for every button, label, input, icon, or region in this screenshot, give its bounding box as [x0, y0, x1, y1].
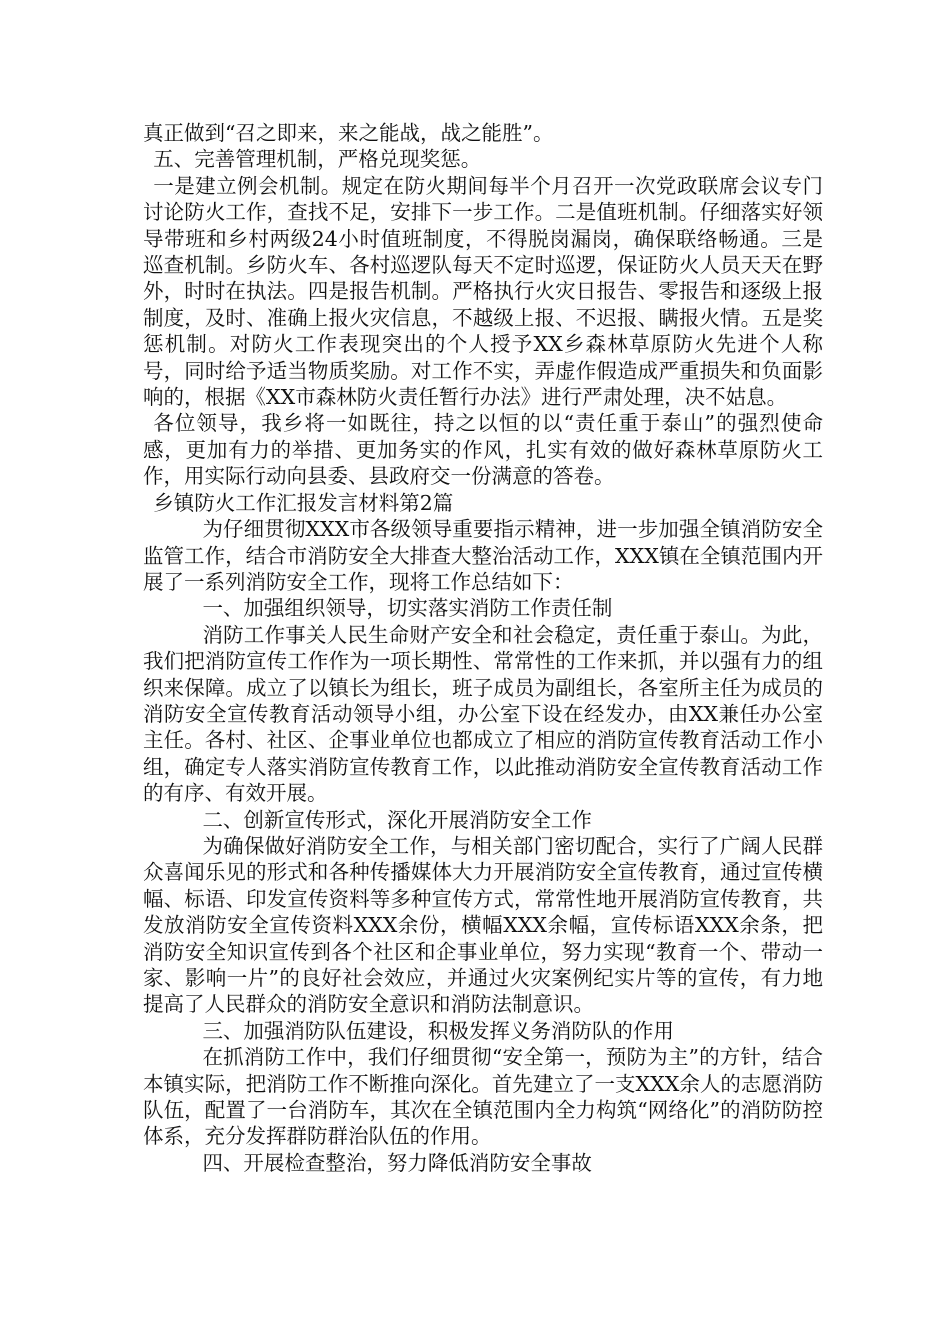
section-heading: 四、开展检查整治，努力降低消防安全事故 — [202, 1150, 592, 1175]
body-paragraph: 为仔细贯彻XXX市各级领导重要指示精神，进一步加强全镇消防安全监管工作，结合市消防安全大排查大整治活动工作，XXX镇在全镇范围内开展了一系列消防安全工作，现将工作总结如下： — [143, 517, 823, 594]
body-paragraph: 为确保做好消防安全工作，与相关部门密切配合，实行了广阔人民群众喜闻乐见的形式和各种传播媒体大力开展消防安全宣传教育，通过宣传横幅、标语、印发宣传资料等多种宣传方式，常常性地开展消防宣传教育，共发放消防安全宣传资料XXX余份，横幅XXX余幅，宣传标语XXX余条，把消防安全知识宣传到各个社区和企事业单位，努力实现“教育一个、带动一家、影响一片”的良好社会效应，并通过火灾案例纪实片等的宣传，有力地提高了人民群众的消防安全意识和消防法制意识。 — [143, 833, 823, 1017]
body-paragraph: 一是建立例会机制。规定在防火期间每半个月召开一次党政联席会议专门讨论防火工作，查找不足，安排下一步工作。二是值班机制。仔细落实好领导带班和乡村两级24小时值班制度，不得脱岗漏岗，确保联络畅通。三是巡查机制。乡防火车、各村巡逻队每天不定时巡逻，保证防火人员天天在野外，时时在执法。四是报告机制。严格执行火灾日报告、零报告和逐级上报制度，及时、准确上报火灾信息，不越级上报、不迟报、瞒报火情。五是奖惩机制。对防火工作表现突出的个人授予XX乡森林草原防火先进个人称号，同时给予适当物质奖励。对工作不实，弄虚作假造成严重损失和负面影响的，根据《XX市森林防火责任暂行办法》进行严肃处理，决不姑息。 — [143, 173, 823, 410]
section-heading: 三、加强消防队伍建设，积极发挥义务消防队的作用 — [202, 1018, 674, 1043]
document-body — [143, 120, 823, 1176]
document-title: 乡镇防火工作汇报发言材料第2篇 — [153, 490, 454, 515]
section-heading: 二、创新宣传形式，深化开展消防安全工作 — [202, 807, 592, 832]
section-heading: 一、加强组织领导，切实落实消防工作责任制 — [202, 596, 613, 621]
body-paragraph: 在抓消防工作中，我们仔细贯彻“安全第一，预防为主”的方针，结合本镇实际，把消防工作不断推向深化。首先建立了一支XXX余人的志愿消防队伍，配置了一台消防车，其次在全镇范围内全力构筑“网络化”的消防防控体系，充分发挥群防群治队伍的作用。 — [143, 1045, 823, 1149]
body-paragraph: 真正做到“召之即来，来之能战，战之能胜”。 — [143, 121, 554, 145]
body-paragraph: 各位领导，我乡将一如既往，持之以恒的以“责任重于泰山”的强烈使命感，更加有力的举措、更加务实的作风，扎实有效的做好森林草原防火工作，用实际行动向县委、县政府交一份满意的答卷。 — [143, 411, 823, 489]
body-paragraph: 消防工作事关人民生命财产安全和社会稳定，责任重于泰山。为此，我们把消防宣传工作作为一项长期性、常常性的工作来抓，并以强有力的组织来保障。成立了以镇长为组长，班子成员为副组长，各室所主任为成员的消防安全宣传教育活动领导小组，办公室下设在经发办，由XX兼任办公室主任。各村、社区、企事业单位也都成立了相应的消防宣传教育活动工作小组，确定专人落实消防宣传教育工作，以此推动消防安全宣传教育活动工作的有序、有效开展。 — [143, 622, 823, 806]
section-heading: 五、完善管理机制，严格兑现奖惩。 — [153, 147, 482, 172]
